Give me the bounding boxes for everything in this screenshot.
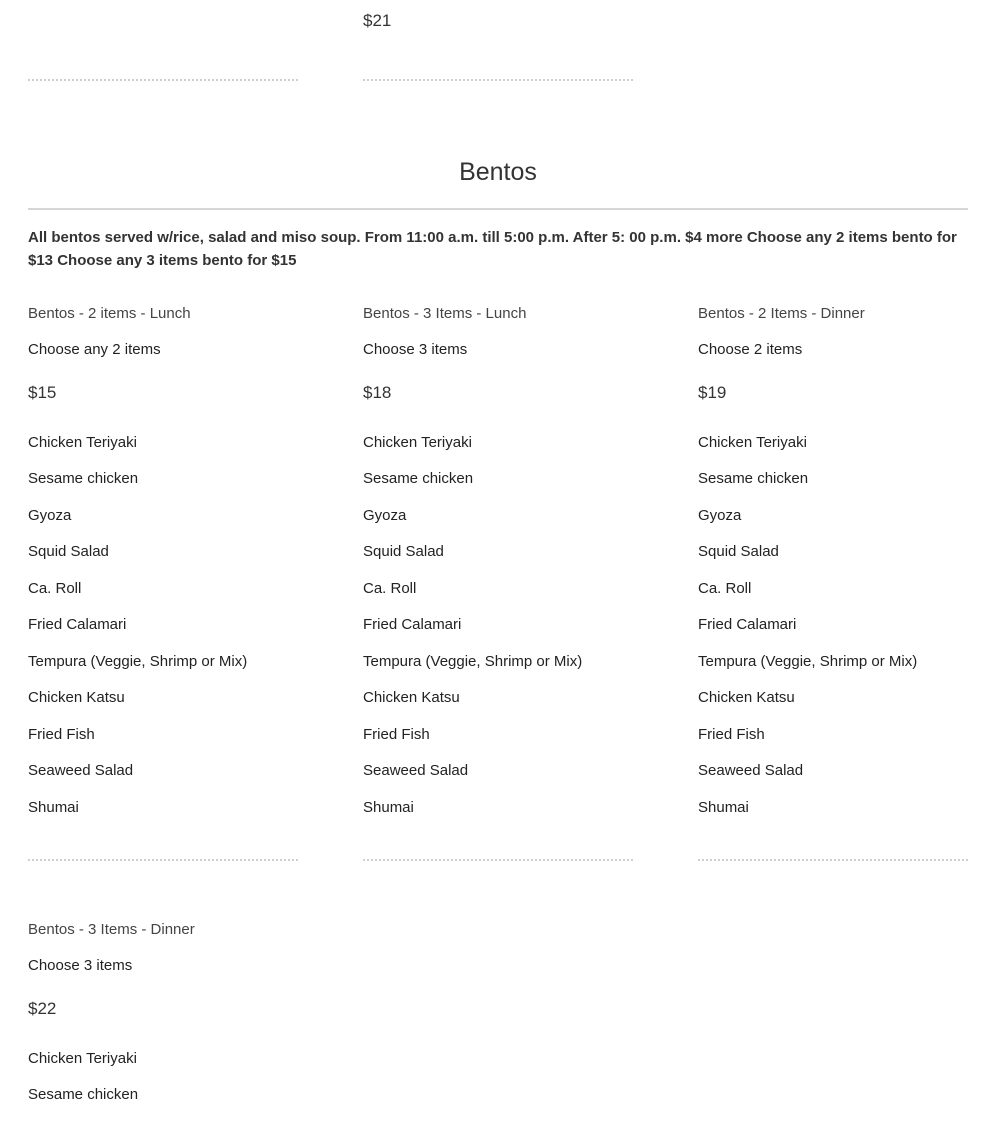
item-title: Bentos - 3 Items - Dinner — [28, 921, 195, 938]
option: Gyoza — [363, 507, 407, 524]
option: Tempura (Veggie, Shrimp or Mix) — [363, 653, 583, 670]
option: Sesame chicken — [363, 470, 474, 487]
item-title: Bentos - 3 Items - Lunch — [363, 305, 527, 322]
option: Chicken Katsu — [698, 689, 795, 706]
divider — [28, 79, 298, 81]
option: Seaweed Salad — [698, 762, 804, 779]
option: Fried Fish — [28, 726, 95, 743]
divider — [28, 859, 298, 861]
divider — [363, 79, 633, 81]
option: Ca. Roll — [698, 580, 752, 597]
section-title: Bentos — [459, 158, 537, 186]
option: Fried Calamari — [698, 616, 797, 633]
option: Fried Fish — [698, 726, 765, 743]
item-price: $15 — [28, 383, 57, 402]
section-description: All bentos served w/rice, salad and miso soup. From 11:00 a.m. till 5:00 p.m. After 5: 00 p.m. $4 more Choose any 2 items bento for $13 Choose any 3 items bento for $15 — [28, 229, 957, 269]
option: Ca. Roll — [28, 580, 82, 597]
prev-item-price: $21 — [363, 11, 392, 30]
option: Chicken Teriyaki — [363, 434, 472, 451]
item-price: $19 — [698, 383, 727, 402]
option: Fried Fish — [363, 726, 430, 743]
option: Shumai — [363, 799, 414, 816]
divider — [363, 859, 633, 861]
option: Chicken Katsu — [363, 689, 460, 706]
option: Gyoza — [28, 507, 72, 524]
option: Squid Salad — [28, 543, 109, 560]
option: Ca. Roll — [363, 580, 417, 597]
option: Shumai — [28, 799, 79, 816]
option: Squid Salad — [363, 543, 444, 560]
option: Seaweed Salad — [28, 762, 134, 779]
option: Chicken Teriyaki — [698, 434, 807, 451]
item-price: $22 — [28, 999, 57, 1018]
option: Chicken Teriyaki — [28, 1050, 137, 1067]
option: Seaweed Salad — [363, 762, 469, 779]
option: Squid Salad — [698, 543, 779, 560]
item-subtitle: Choose any 2 items — [28, 341, 161, 358]
item-subtitle: Choose 3 items — [28, 957, 133, 974]
divider — [698, 859, 968, 861]
option: Sesame chicken — [28, 1086, 139, 1103]
option: Sesame chicken — [28, 470, 139, 487]
option: Sesame chicken — [698, 470, 809, 487]
option: Chicken Teriyaki — [28, 434, 137, 451]
option: Fried Calamari — [28, 616, 127, 633]
option: Chicken Katsu — [28, 689, 125, 706]
option: Gyoza — [698, 507, 742, 524]
item-title: Bentos - 2 items - Lunch — [28, 305, 191, 322]
option: Shumai — [698, 799, 749, 816]
item-subtitle: Choose 3 items — [363, 341, 468, 358]
option: Fried Calamari — [363, 616, 462, 633]
option: Tempura (Veggie, Shrimp or Mix) — [28, 653, 248, 670]
option: Tempura (Veggie, Shrimp or Mix) — [698, 653, 918, 670]
item-price: $18 — [363, 383, 392, 402]
section-rule — [28, 208, 968, 210]
item-subtitle: Choose 2 items — [698, 341, 803, 358]
item-title: Bentos - 2 Items - Dinner — [698, 305, 865, 322]
